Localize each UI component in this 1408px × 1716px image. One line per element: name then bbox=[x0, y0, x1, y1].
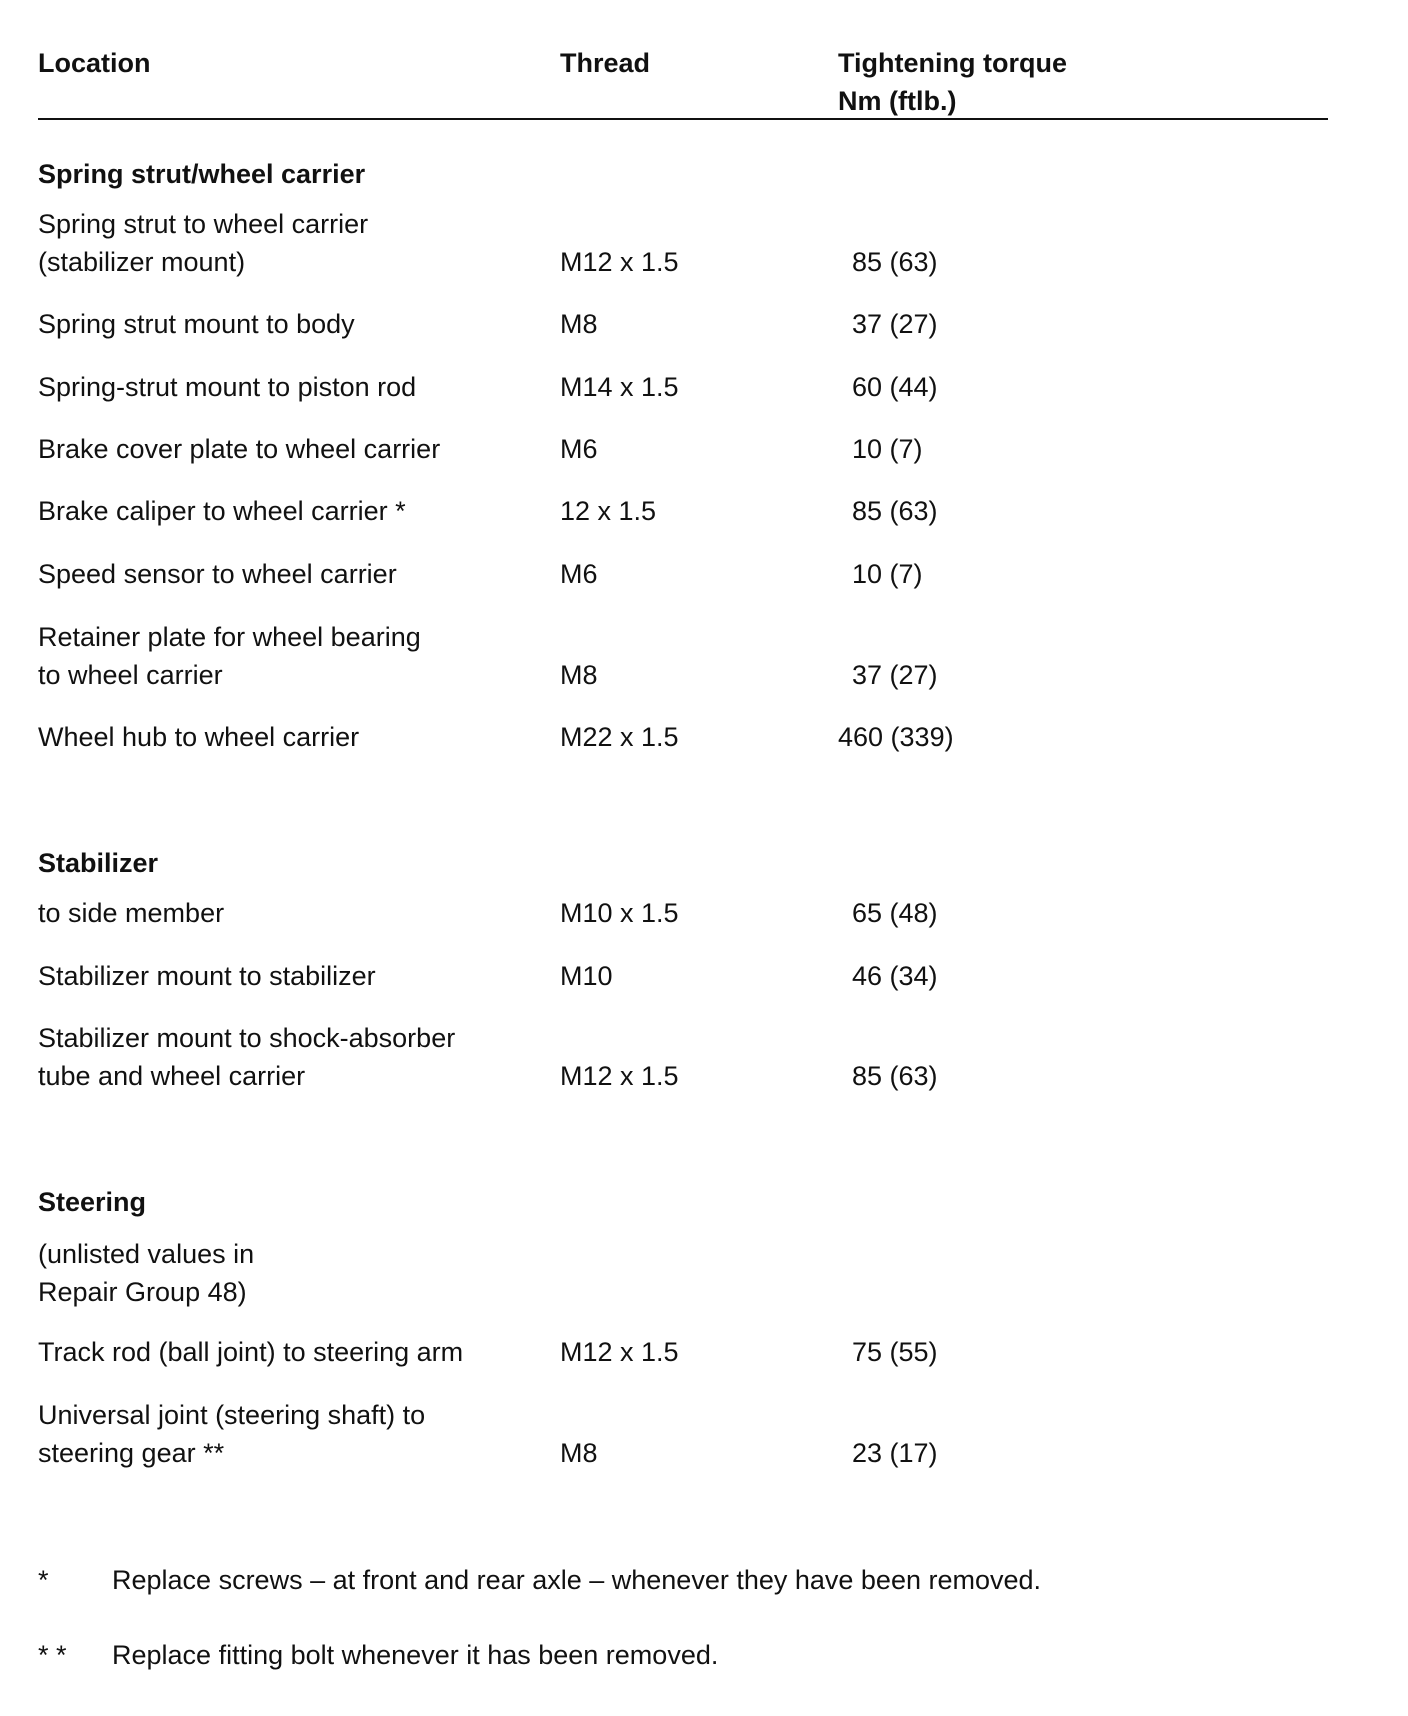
row-location bbox=[38, 718, 359, 756]
row-thread: M10 x 1.5 bbox=[560, 898, 679, 928]
header-location: Location bbox=[38, 48, 151, 78]
location-line: Wheel hub to wheel carrier bbox=[38, 722, 360, 752]
row-thread: M6 bbox=[560, 434, 598, 464]
row-thread: M8 bbox=[560, 309, 598, 339]
footnote-text: Replace fitting bolt whenever it has been removed. bbox=[112, 1640, 719, 1670]
row-torque: 75 (55) bbox=[852, 1337, 938, 1367]
location-line: Stabilizer mount to stabilizer bbox=[38, 961, 376, 991]
row-thread: M12 x 1.5 bbox=[560, 247, 679, 277]
row-location bbox=[38, 1333, 463, 1371]
footnote-text: Replace screws – at front and rear axle – whenever they have been removed. bbox=[112, 1565, 1042, 1595]
row-location bbox=[38, 368, 416, 406]
row-torque: 460 (339) bbox=[838, 722, 954, 752]
header-thread: Thread bbox=[560, 48, 651, 78]
row-location bbox=[38, 305, 355, 343]
row-thread: M8 bbox=[560, 660, 598, 690]
location-line: Speed sensor to wheel carrier bbox=[38, 559, 397, 589]
location-line: (stabilizer mount) bbox=[38, 247, 246, 277]
row-torque: 46 (34) bbox=[852, 961, 938, 991]
row-torque: 60 (44) bbox=[852, 372, 938, 402]
row-location bbox=[38, 618, 421, 694]
location-line: to wheel carrier bbox=[38, 660, 223, 690]
row-thread: M12 x 1.5 bbox=[560, 1061, 679, 1091]
location-line: Spring-strut mount to piston rod bbox=[38, 372, 417, 402]
row-torque: 23 (17) bbox=[852, 1438, 938, 1468]
location-line: Repair Group 48) bbox=[38, 1277, 247, 1307]
header-rule bbox=[38, 118, 1328, 120]
location-line: Spring strut to wheel carrier bbox=[38, 209, 369, 239]
row-location bbox=[38, 1235, 254, 1311]
row-torque: 10 (7) bbox=[852, 434, 923, 464]
location-line: tube and wheel carrier bbox=[38, 1061, 306, 1091]
row-location bbox=[38, 1396, 425, 1472]
row-torque: 85 (63) bbox=[852, 496, 938, 526]
location-line: Stabilizer mount to shock-absorber bbox=[38, 1023, 456, 1053]
location-line: Track rod (ball joint) to steering arm bbox=[38, 1337, 464, 1367]
row-thread: M8 bbox=[560, 1438, 598, 1468]
row-location bbox=[38, 492, 406, 530]
row-torque: 37 (27) bbox=[852, 309, 938, 339]
row-thread: 12 x 1.5 bbox=[560, 496, 657, 526]
location-line: Brake caliper to wheel carrier * bbox=[38, 496, 406, 526]
row-torque: 85 (63) bbox=[852, 1061, 938, 1091]
row-location bbox=[38, 555, 397, 593]
header-torque-line2: Nm (ftlb.) bbox=[838, 86, 957, 116]
row-location bbox=[38, 430, 440, 468]
footnote-mark: * bbox=[38, 1565, 49, 1595]
row-location bbox=[38, 957, 376, 995]
row-location bbox=[38, 894, 224, 932]
header-torque-line1: Tightening torque bbox=[838, 48, 1067, 78]
location-line: (unlisted values in bbox=[38, 1239, 255, 1269]
row-thread: M14 x 1.5 bbox=[560, 372, 679, 402]
location-line: Spring strut mount to body bbox=[38, 309, 355, 339]
section-title-steering: Steering bbox=[38, 1187, 147, 1217]
row-thread: M6 bbox=[560, 559, 598, 589]
row-torque: 10 (7) bbox=[852, 559, 923, 589]
row-torque: 37 (27) bbox=[852, 660, 938, 690]
section-title-spring-strut: Spring strut/wheel carrier bbox=[38, 159, 366, 189]
row-thread: M10 bbox=[560, 961, 613, 991]
row-location bbox=[38, 205, 368, 281]
location-line: Brake cover plate to wheel carrier bbox=[38, 434, 441, 464]
row-thread: M12 x 1.5 bbox=[560, 1337, 679, 1367]
row-torque: 85 (63) bbox=[852, 247, 938, 277]
row-torque: 65 (48) bbox=[852, 898, 938, 928]
row-thread: M22 x 1.5 bbox=[560, 722, 679, 752]
row-location bbox=[38, 1019, 455, 1095]
location-line: to side member bbox=[38, 898, 225, 928]
footnote-mark: * * bbox=[38, 1640, 67, 1670]
location-line: steering gear ** bbox=[38, 1438, 225, 1468]
location-line: Universal joint (steering shaft) to bbox=[38, 1400, 426, 1430]
header-torque bbox=[838, 44, 1067, 120]
section-title-stabilizer: Stabilizer bbox=[38, 848, 159, 878]
location-line: Retainer plate for wheel bearing bbox=[38, 622, 421, 652]
